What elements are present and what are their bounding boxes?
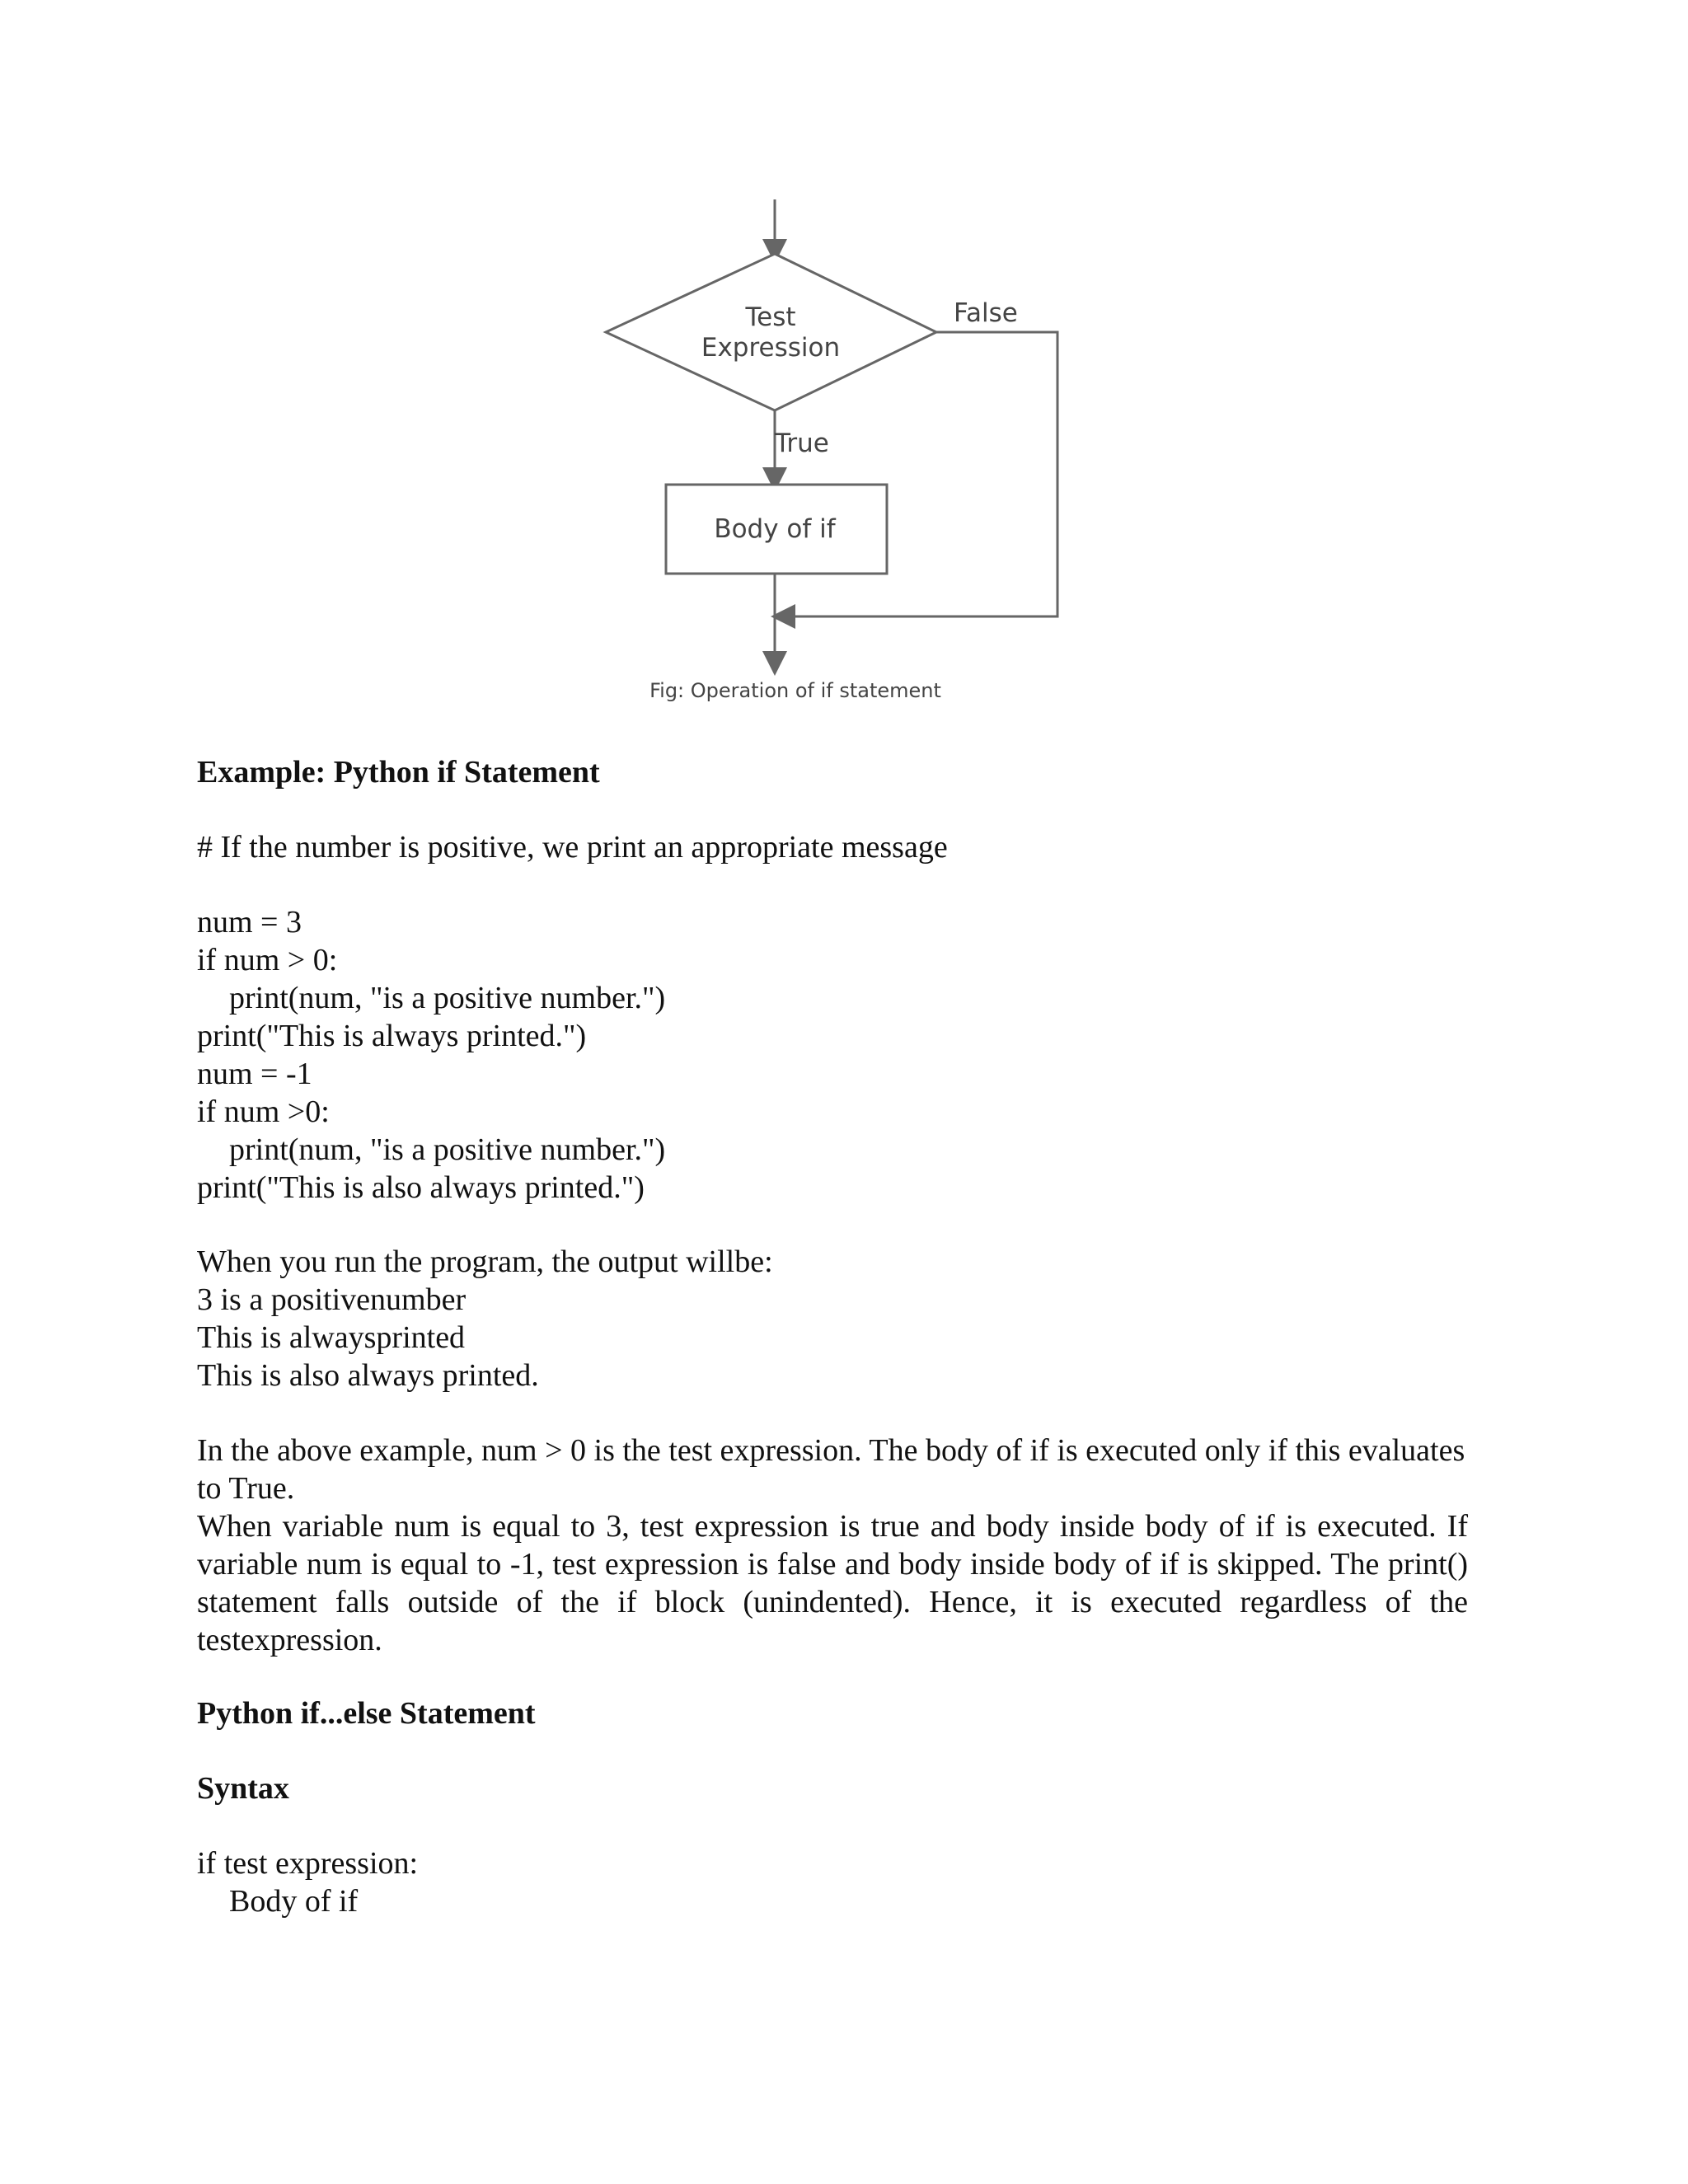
ifelse-heading: Python if...else Statement: [197, 1696, 536, 1731]
true-label: True: [775, 429, 829, 458]
code-line-7: print(num, "is a positive number."): [229, 1132, 666, 1167]
syntax-line-2: Body of if: [229, 1884, 359, 1919]
figure-caption: Fig: Operation of if statement: [649, 679, 941, 702]
test-expression-label-line1: Test: [745, 302, 796, 332]
false-label: False: [954, 298, 1018, 328]
output-line-2: This is alwaysprinted: [197, 1320, 466, 1355]
example-heading: Example: Python if Statement: [197, 755, 600, 790]
code-line-8: print("This is also always printed."): [197, 1170, 645, 1205]
code-line-3: print(num, "is a positive number."): [229, 981, 666, 1015]
output-line-3: This is also always printed.: [197, 1358, 539, 1393]
if-statement-flowchart: [0, 0, 1688, 742]
code-line-1: num = 3: [197, 905, 302, 940]
code-line-4: print("This is always printed."): [197, 1019, 587, 1053]
syntax-line-1: if test expression:: [197, 1846, 419, 1881]
output-intro: When you run the program, the output willbe:: [197, 1244, 773, 1279]
code-line-5: num = -1: [197, 1057, 312, 1091]
syntax-heading: Syntax: [197, 1771, 289, 1806]
output-line-1: 3 is a positivenumber: [197, 1282, 467, 1317]
code-line-6: if num >0:: [197, 1094, 330, 1129]
code-line-2: if num > 0:: [197, 943, 338, 977]
explanation-paragraph-1: In the above example, num > 0 is the test expression. The body of if is executed only if this evaluates to True.: [197, 1433, 1465, 1506]
body-of-if-label: Body of if: [714, 514, 836, 544]
test-expression-label-line2: Expression: [701, 333, 841, 363]
code-comment: # If the number is positive, we print an appropriate message: [197, 830, 948, 865]
explanation-paragraph-2: When variable num is equal to 3, test expression is true and body inside body of if is executed. If variable num is equal to -1, test expression is false and body inside body of if is skipped. The print() statement falls outside of the if block (unindented). Hence, it is executed regardless of the testexpression.: [197, 1509, 1468, 1657]
test-expression-diamond: [606, 254, 936, 410]
